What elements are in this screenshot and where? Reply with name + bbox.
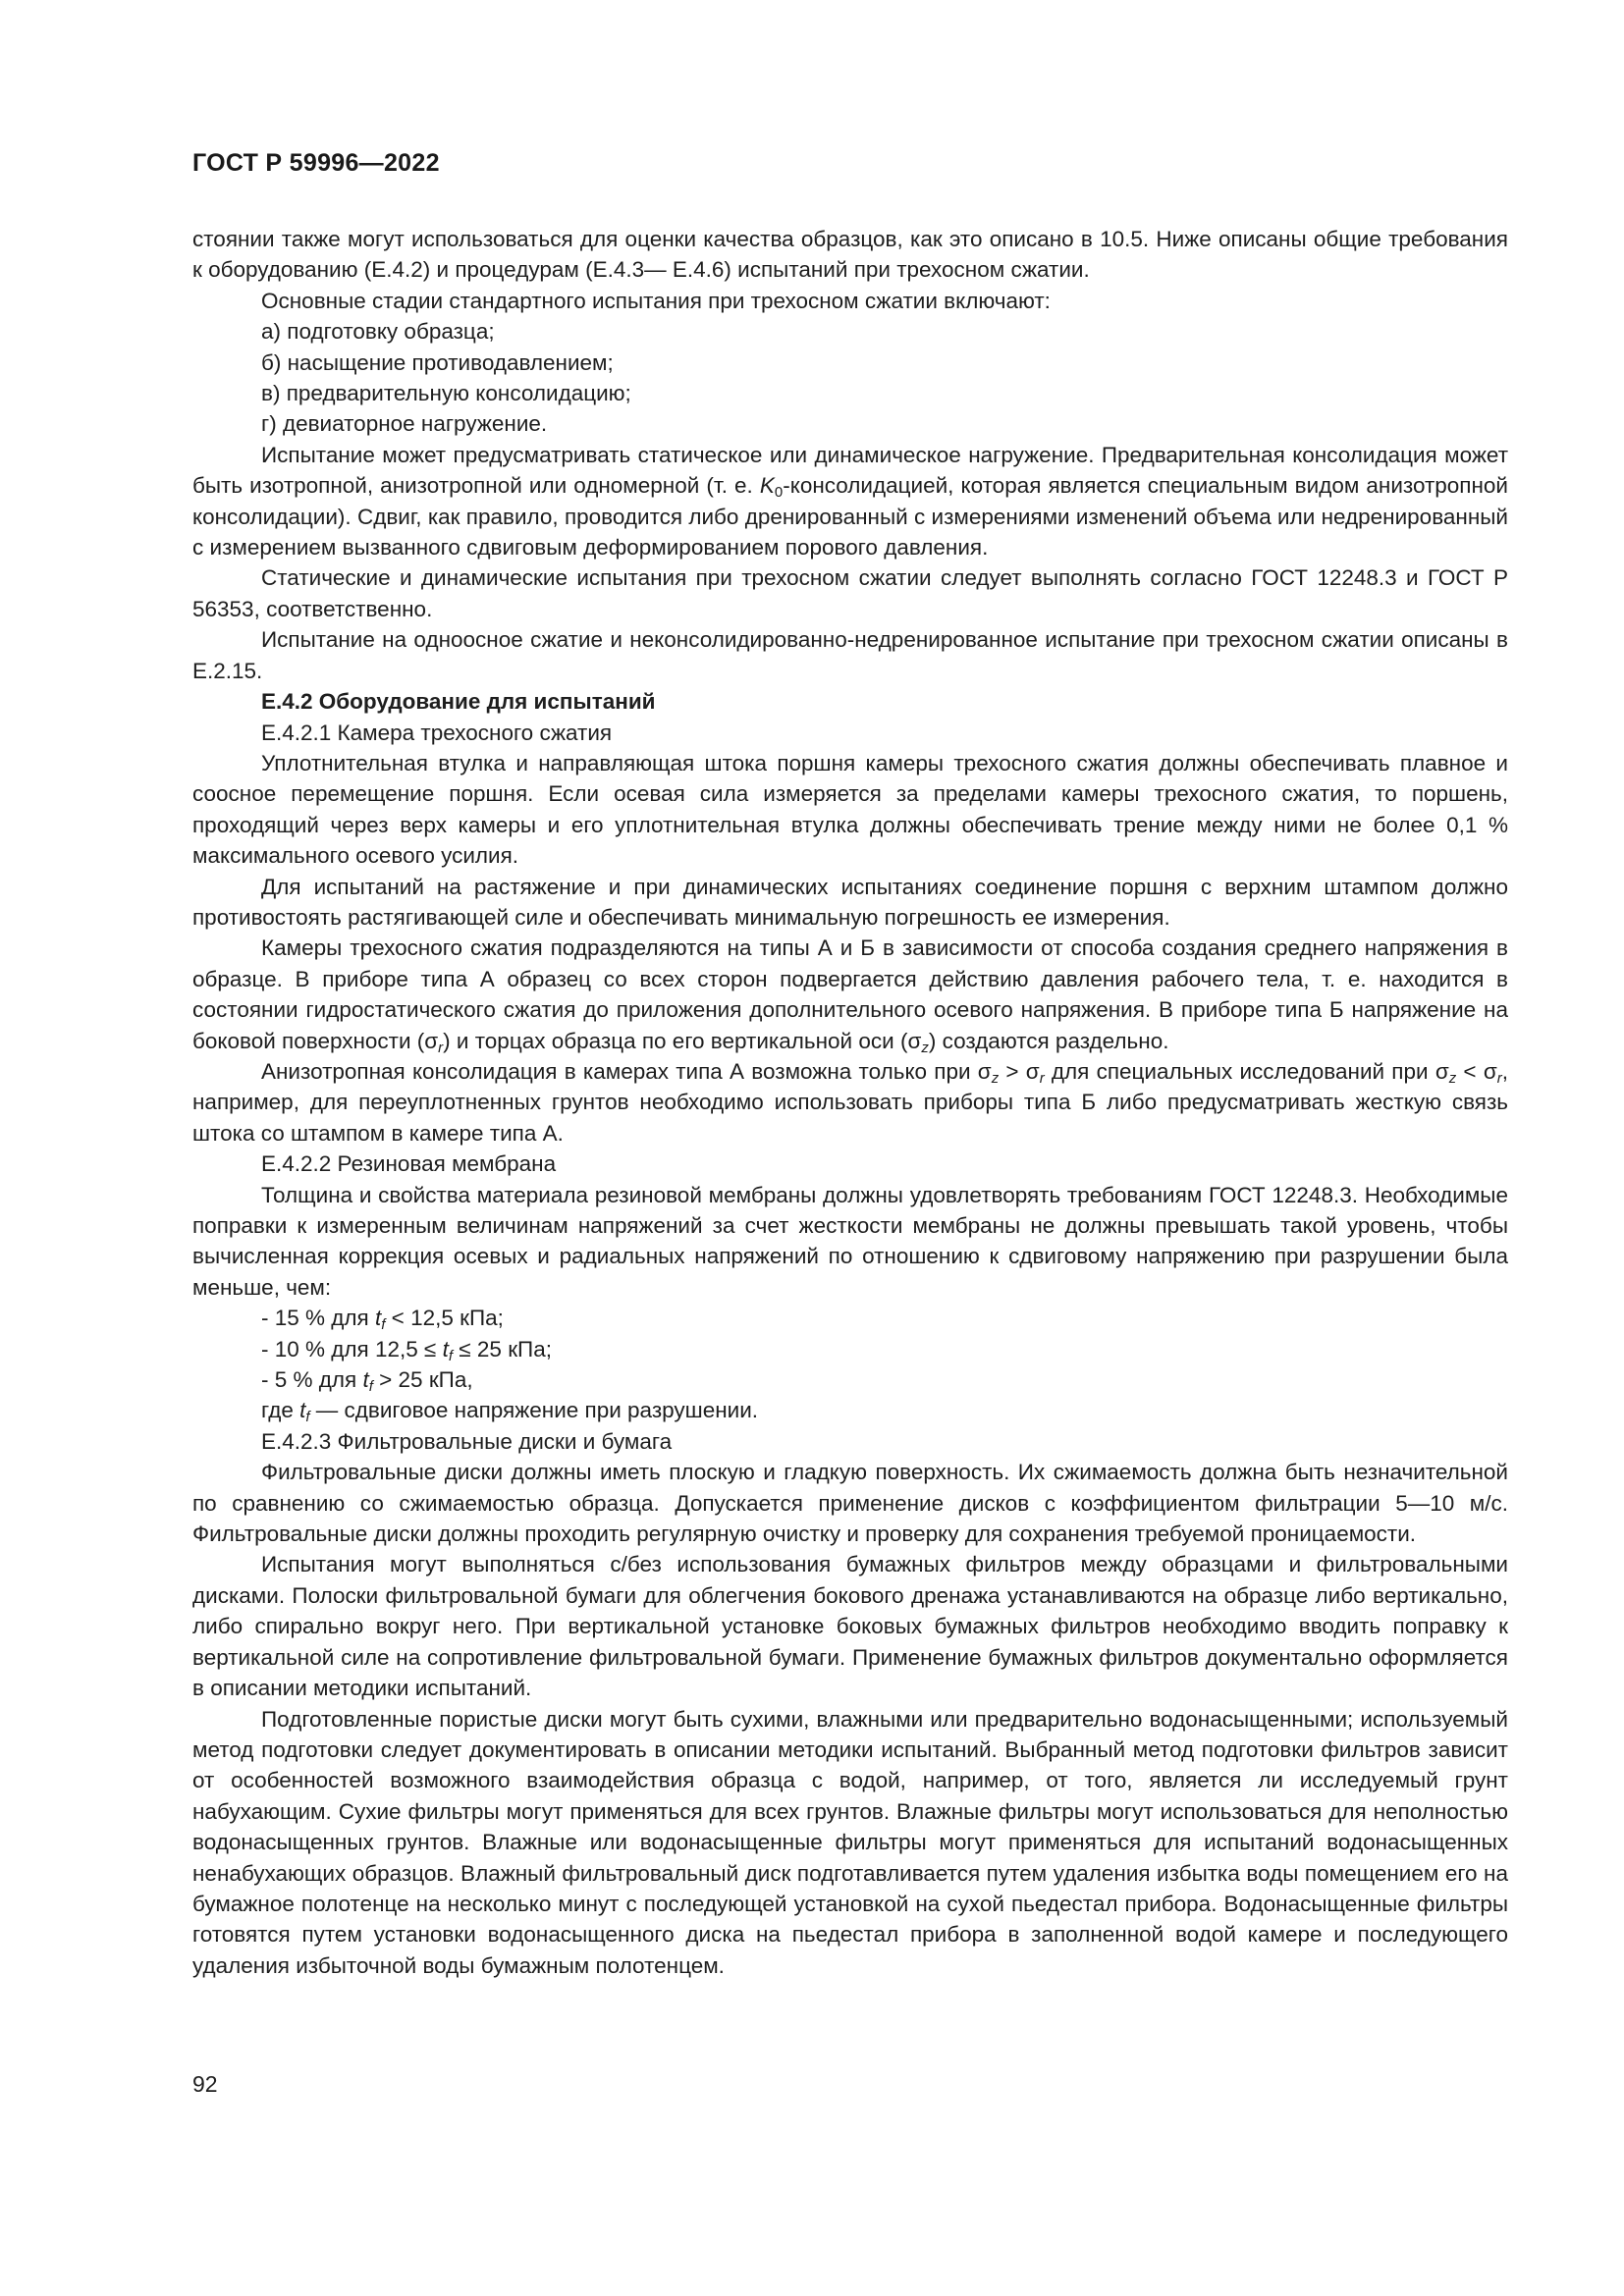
- symbol-k: K: [759, 473, 775, 499]
- list-item: б) насыщение противодавлением;: [261, 349, 614, 375]
- list-item: [192, 1364, 1508, 1395]
- text-run: Анизотропная консолидация в камерах типа А возможна только при: [261, 1058, 978, 1084]
- subscript: f: [305, 1409, 310, 1426]
- text-run: — сдвиговое напряжение при разрушении.: [309, 1398, 759, 1423]
- subsection-heading: Е.4.2.1 Камера трехосного сжатия: [261, 720, 613, 745]
- subsection-heading: Е.4.2.3 Фильтровальные диски и бумага: [261, 1428, 673, 1454]
- paragraph: Фильтровальные диски должны иметь плоскую и гладкую поверхность. Их сжимаемость должна быть незначительной по сравнению со сжимаемостью образца. Допускается применение дисков с коэффициентом фильтрации 5—10 м/с. Фильтровальные диски должны проходить регулярную очистку и проверку для сохранения требуемой проницаемости.: [192, 1460, 1508, 1547]
- paragraph: [192, 440, 1508, 563]
- document-header: ГОСТ Р 59996—2022: [192, 149, 440, 177]
- paragraph: Испытание на одноосное сжатие и неконсолидированно-недренированное испытание при трехосном сжатии описаны в Е.2.15.: [192, 627, 1508, 683]
- subscript: f: [381, 1316, 386, 1334]
- symbol-sigma: σ: [977, 1058, 992, 1084]
- paragraph: Для испытаний на растяжение и при динамических испытаниях соединение поршня с верхним штампом должно противостоять растягивающей силе и обеспечивать минимальную погрешность ее измерения.: [192, 874, 1508, 930]
- document-body: [192, 224, 1508, 1981]
- text-run: -консолидацией, которая является специальным видом анизотропной консолидации). Сдвиг, как правило, проводится либо дренированный с измерениями изменений объема или недренированный с измерением вызванного сдвиговым деформированием порового давления.: [192, 473, 1508, 561]
- text-run: < 12,5 кПа;: [385, 1306, 504, 1331]
- subscript: z: [991, 1069, 1000, 1087]
- paragraph: Толщина и свойства материала резиновой мембраны должны удовлетворять требованиям ГОСТ 12248.3. Необходимые поправки к измеренным величинам напряжений за счет жесткости мембраны не должны превышать такой уровень, чтобы вычисленная коррекция осевых и радиальных напряжений по отношению к сдвиговому напряжению при разрушении была меньше, чем:: [192, 1182, 1508, 1300]
- subscript: r: [1039, 1069, 1045, 1087]
- list-item: в) предварительную консолидацию;: [261, 381, 631, 406]
- section-heading: Е.4.2 Оборудование для испытаний: [261, 689, 656, 715]
- text-run: ≤ 25 кПа;: [453, 1336, 552, 1362]
- text-run: где: [261, 1398, 300, 1423]
- symbol-sigma: σ: [907, 1028, 922, 1053]
- subsection-heading: Е.4.2.2 Резиновая мембрана: [261, 1151, 557, 1177]
- text-run: Испытание может предусматривать статическое или динамическое нагружение. Предварительная консолидация может быть изотропной, анизотропной или одномерной (т. е.: [192, 442, 1508, 499]
- subscript: r: [438, 1039, 444, 1056]
- symbol-t: t: [299, 1398, 306, 1423]
- list-item: [192, 1303, 1508, 1333]
- paragraph: Уплотнительная втулка и направляющая штока поршня камеры трехосного сжатия должны обеспечивать плавное и соосное перемещение поршня. Если осевая сила измеряется за пределами камеры трехосного сжатия, то поршень, проходящий через верх камеры и его уплотнительная втулка должны обеспечивать трение между ними не более 0,1 % максимального осевого усилия.: [192, 750, 1508, 869]
- symbol-t: t: [362, 1367, 369, 1393]
- paragraph: [192, 1056, 1508, 1148]
- symbol-t: t: [374, 1306, 382, 1331]
- subscript: r: [1496, 1069, 1502, 1087]
- paragraph: [192, 933, 1508, 1056]
- text-run: > 25 кПа,: [372, 1367, 473, 1393]
- text-run: <: [1456, 1058, 1484, 1084]
- text-run: - 5 % для: [261, 1367, 363, 1393]
- subscript: z: [1448, 1069, 1457, 1087]
- text-run: Камеры трехосного сжатия подразделяются на типы А и Б в зависимости от способа создания среднего напряжения в образце. В приборе типа А образец со всех сторон подвергается действию давления рабочего тела, т. е. находится в состоянии гидростатического сжатия до приложения дополнительного осевого напряжения. В приборе типа Б напряжение на боковой поверхности (: [192, 935, 1508, 1053]
- text-run: ) и торцах образца по его вертикальной оси (: [443, 1028, 908, 1053]
- list-item: а) подготовку образца;: [261, 319, 495, 345]
- paragraph: Испытания могут выполняться с/без использования бумажных фильтров между образцами и фильтровальными дисками. Полоски фильтровальной бумаги для облегчения бокового дренажа устанавливаются на образце либо вертикально, либо спирально вокруг него. При вертикальной установке боковых бумажных фильтров необходимо вводить поправку к вертикальной силе на сопротивление фильтровальной бумаги. Применение бумажных фильтров документально оформляется в описании методики испытаний.: [192, 1552, 1508, 1701]
- list-item: [192, 1334, 1508, 1364]
- subscript: f: [448, 1347, 454, 1364]
- text-run: ) создаются раздельно.: [928, 1028, 1169, 1053]
- text-run: - 15 % для: [261, 1306, 375, 1331]
- text-run: для специальных исследований при: [1044, 1058, 1435, 1084]
- symbol-sigma: σ: [1025, 1058, 1040, 1084]
- paragraph: Статические и динамические испытания при трехосном сжатии следует выполнять согласно ГОСТ 12248.3 и ГОСТ Р 56353, соответственно.: [192, 565, 1508, 621]
- symbol-sigma: σ: [424, 1028, 439, 1053]
- text-run: , например, для переуплотненных грунтов необходимо использовать приборы типа Б либо предусматривать жесткую связь штока со штампом в камере типа А.: [192, 1058, 1508, 1146]
- symbol-sigma: σ: [1483, 1058, 1497, 1084]
- list-item: [192, 1395, 1508, 1425]
- symbol-t: t: [442, 1336, 449, 1362]
- text-run: - 10 % для 12,5 ≤: [261, 1336, 443, 1362]
- paragraph: Основные стадии стандартного испытания при трехосном сжатии включают:: [261, 288, 1051, 313]
- text-run: >: [999, 1058, 1026, 1084]
- subscript: f: [368, 1378, 373, 1396]
- subscript: z: [921, 1039, 929, 1056]
- paragraph: Подготовленные пористые диски могут быть сухими, влажными или предварительно водонасыщенными; используемый метод подготовки следует документировать в описании методики испытаний. Выбранный метод подготовки фильтров зависит от особенностей возможного взаимодействия образца с водой, например, от того, является ли исследуемый грунт набухающим. Сухие фильтры могут применяться для всех грунтов. Влажные фильтры могут использоваться для неполностью водонасыщенных грунтов. Влажные или водонасыщенные фильтры могут применяться для испытаний водонасыщенных ненабухающих образцов. Влажный фильтровальный диск подготавливается путем удаления избытка воды помещением его на бумажное полотенце на несколько минут с последующей установкой на сухой пьедестал прибора. Водонасыщенные фильтры готовятся путем установки водонасыщенного диска на пьедестал прибора в заполненной водой камере и последующего удаления избыточной воды бумажным полотенцем.: [192, 1706, 1508, 1978]
- list-item: г) девиаторное нагружение.: [261, 411, 548, 437]
- paragraph: стоянии также могут использоваться для оценки качества образцов, как это описано в 10.5. Ниже описаны общие требования к оборудованию (Е.4.2) и процедурам (Е.4.3— Е.4.6) испытаний при трехосном сжатии.: [192, 227, 1508, 283]
- symbol-sigma: σ: [1435, 1058, 1449, 1084]
- page-number: 92: [192, 2071, 218, 2097]
- subscript: 0: [774, 484, 784, 502]
